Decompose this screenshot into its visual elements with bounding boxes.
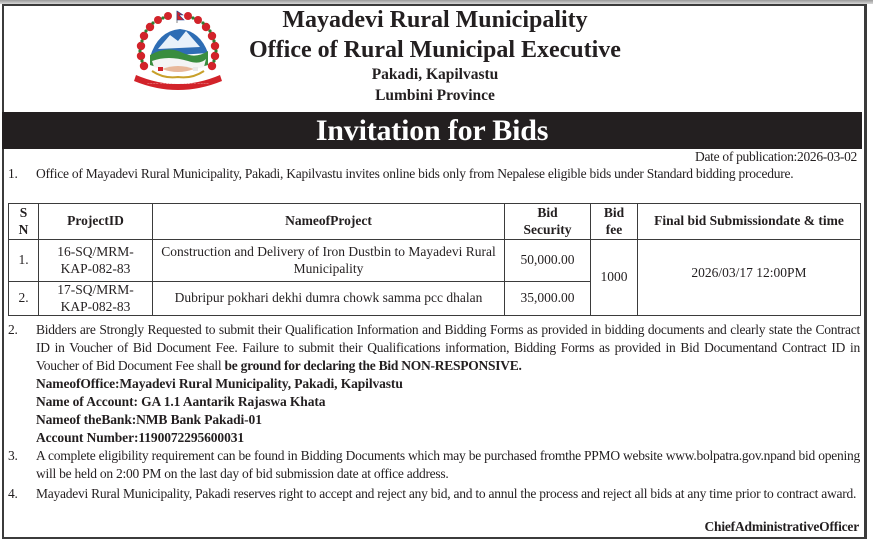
svg-text:~~~~ ~~~~~~~ ~~~~~ ~~~~: ~~~~ ~~~~~~~ ~~~~~ ~~~~	[147, 82, 209, 86]
table-row	[9, 240, 861, 282]
table-header-row	[9, 204, 861, 240]
paragraph-number: 1.	[8, 166, 18, 181]
cell-project-name: Construction and Delivery of Iron Dustbin to Mayadevi Rural Municipality	[153, 240, 505, 282]
project-id-line2: KAP-082-83	[60, 260, 131, 276]
header-project-id: ProjectID	[39, 204, 153, 240]
account-number: Account Number:1190072295600031	[36, 430, 245, 445]
header-final-date: Final bid Submissiondate & time	[638, 204, 861, 240]
paragraph-number: 2.	[8, 322, 18, 337]
paragraph-2	[8, 321, 860, 375]
header-sn-line1: S	[19, 205, 28, 220]
header-project-name: NameofProject	[153, 204, 505, 240]
header-sn	[9, 204, 39, 240]
cell-project-id	[39, 282, 153, 316]
paragraph-text	[36, 321, 860, 375]
province-name: Lumbini Province	[375, 87, 495, 104]
paragraph-1	[8, 165, 860, 183]
project-id-line1: 17-SQ/MRM-	[57, 282, 134, 297]
header-bid-fee-line1: Bid	[603, 205, 625, 220]
project-id-line1: 16-SQ/MRM-	[57, 244, 134, 259]
cell-project-name: Dubripur pokhari dekhi dumra chowk samma pcc dhalan	[153, 282, 505, 316]
cell-sn: 2.	[9, 282, 39, 316]
header-bid-security	[505, 204, 591, 240]
cell-bid-security: 50,000.00	[505, 240, 591, 282]
cell-final-date: 2026/03/17 12:00PM	[638, 240, 861, 316]
paragraph-text: Mayadevi Rural Municipality, Pakadi reserves right to accept and reject any bid, and to annul the process and reject all bids at any time prior to contract award.	[36, 486, 857, 501]
paragraph-4	[8, 485, 860, 503]
cell-sn: 1.	[9, 240, 39, 282]
paragraph-number: 3.	[8, 448, 18, 463]
header-sn-line2: N	[18, 221, 29, 237]
office-address: Pakadi, Kapilvastu	[371, 66, 499, 83]
paragraph-text-normal: Bidders are Strongly Requested to submit their Qualification Information and Bidding Forms as provided in bidding documents and clearly state the Contract ID in Voucher of Bid Document Fee. Failure to submit their Qualifications information, Bidding Forms as provided in Bid Documentand Contract ID in Voucher of Bid Document Fee shall	[36, 322, 860, 373]
header-bid-fee-line2: fee	[605, 221, 623, 237]
account-name: Name of Account: GA 1.1 Aantarik Rajaswa Khata	[36, 394, 326, 409]
bids-table	[8, 203, 861, 316]
paragraph-3	[8, 447, 860, 483]
office-subtitle: Office of Rural Municipal Executive	[249, 37, 621, 63]
publication-date: Date of publication:2026-03-02	[695, 149, 857, 164]
invitation-banner: Invitation for Bids	[2, 112, 862, 149]
paragraph-text: A complete eligibility requirement can be found in Bidding Documents which may be purchased fromthe PPMO website www.bolpatra.gov.npand bid opening will be held on 2:00 PM on the last day of bid submission date at office address.	[36, 448, 860, 481]
header-bid-security-line1: Bid	[537, 205, 558, 220]
account-bank-name: Nameof theBank:NMB Bank Pakadi-01	[36, 412, 262, 427]
header-bid-security-line2: Security	[523, 221, 572, 237]
cell-bid-security: 35,000.00	[505, 282, 591, 316]
paragraph-text: Office of Mayadevi Rural Municipality, Pakadi, Kapilvastu invites online bids only from Nepalese eligible bids under Standard bidding procedure.	[36, 166, 794, 181]
account-office-name: NameofOffice:Mayadevi Rural Municipality, Pakadi, Kapilvastu	[36, 376, 403, 391]
cell-bid-fee: 1000	[591, 240, 638, 316]
paragraph-text-bold: be ground for declaring the Bid NON-RESPONSIVE.	[224, 358, 522, 373]
paragraph-number: 4.	[8, 486, 18, 501]
cell-project-id	[39, 240, 153, 282]
municipality-title: Mayadevi Rural Municipality	[282, 7, 588, 33]
header-bid-fee	[591, 204, 638, 240]
signatory-title: ChiefAdministrativeOfficer	[704, 519, 859, 534]
project-id-line2: KAP-082-83	[60, 298, 131, 314]
